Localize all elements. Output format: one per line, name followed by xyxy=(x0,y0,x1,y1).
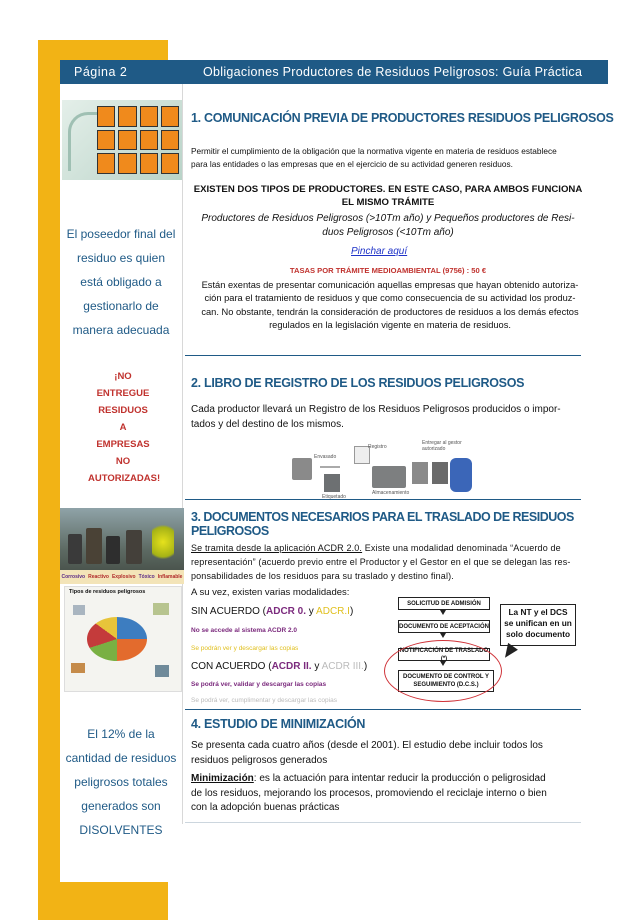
section1-producer-types: Productores de Residuos Peligrosos (>10Tm año) y Pequeños productores de Resi- duos Peligrosos (<10Tm año) xyxy=(201,213,575,238)
waste-registry-flow-diagram: Envasado Etiquetado Registro Almacenamiento Entregar al gestor autorizado xyxy=(290,440,490,502)
flow-arrow-2 xyxy=(440,633,446,638)
section4-title: 4. ESTUDIO DE MINIMIZACIÓN xyxy=(191,717,366,731)
sidebar-quote-poseedor: El poseedor final del residuo es quien está obligado a gestionarlo de manera adecuada xyxy=(66,227,176,337)
callout-nt-dcs: La NT y el DCS se unifican en un solo documento xyxy=(500,604,576,646)
pinchar-aqui-link[interactable]: Pinchar aquí xyxy=(351,246,408,257)
bottom-rule xyxy=(185,822,581,823)
page-number: Página 2 xyxy=(74,65,128,79)
section1-producers-heading: EXISTEN DOS TIPOS DE PRODUCTORES. EN ESTE CASO, PARA AMBOS FUNCIONA EL MISMO TRÁMITE xyxy=(193,184,583,208)
section-divider-2 xyxy=(185,499,581,500)
modalidades-label: A su vez, existen varias modalidades: xyxy=(191,587,350,598)
flow-box-aceptacion: DOCUMENTO DE ACEPTACIÓN xyxy=(398,620,490,633)
waste-types-infographic: Tipos de residuos peligrosos xyxy=(64,586,182,692)
highlight-ellipse xyxy=(384,640,502,702)
section-divider-1 xyxy=(185,355,581,356)
section-divider-3 xyxy=(185,709,581,710)
flow-arrow-1 xyxy=(440,610,446,615)
sin-acuerdo-note-1: No se accede al sistema ACDR 2.0 xyxy=(191,627,297,634)
minimizacion-term: Minimización xyxy=(191,773,254,784)
flow-box-notificacion: NOTIFICACIÓN DE TRASLADO (*) xyxy=(399,647,489,662)
hazard-symbols-image xyxy=(62,100,182,180)
acdr-link-text: Se tramita desde la aplicación ACDR 2.0. xyxy=(191,543,363,553)
page-header xyxy=(60,60,608,84)
section1-intro: Permitir el cumplimiento de la obligación que la normativa vigente en materia de residuos establece para las entidades o las empresas que en el ejercicio de su actividad generen residuos. xyxy=(191,146,557,169)
section2-text: Cada productor llevará un Registro de los Residuos Peligrosos producidos o impor- tados y del destino de los mismos. xyxy=(191,404,561,430)
sidebar-right-rule xyxy=(182,84,183,824)
section1-title: 1. COMUNICACIÓN PREVIA DE PRODUCTORES RESIDUOS PELIGROSOS xyxy=(191,111,614,125)
sidebar-quote-disolventes: El 12% de la cantidad de residuos peligrosos totales generados son DISOLVENTES xyxy=(65,727,177,837)
section3-title: 3. DOCUMENTOS NECESARIOS PARA EL TRASLADO DE RESIDUOS PELIGROSOS xyxy=(191,510,574,538)
sin-acuerdo-note-2: Se podrán ver y descargar las copias xyxy=(191,645,299,652)
section4-minimizacion: Minimización: es la actuación para intentar reducir la producción o peligrosidad de los residuos, mejorando los procesos, promoviendo el reciclaje interno o bien con la adopción buenas prácticas xyxy=(191,773,547,813)
flow-box-solicitud: SOLICITUD DE ADMISIÓN xyxy=(398,597,490,610)
section1-exemption: Están exentas de presentar comunicación aquellas empresas que hayan obtenido autoriza- ción para el tratamiento de residuos y que como consecuencia de su actividad los produz- can. No obstante, tendrán la consideración de productores de residuos a los demás efectos regulados en la legislación vigente en materia de residuos. xyxy=(201,280,579,330)
tasa-tramite: TASAS POR TRÁMITE MEDIOAMBIENTAL (9756) : 50 € xyxy=(289,266,487,275)
sin-acuerdo-line: SIN ACUERDO (ADCR 0. y ADCR.I) xyxy=(191,606,354,617)
section3-text: Se tramita desde la aplicación ACDR 2.0. Existe una modalidad denominada “Acuerdo de representación” (acuerdo previo entre el Productor y el Gestor en el que se delegan las res- ponsabilidades de los residuos para su traslado y destino final). xyxy=(191,543,571,581)
hazardous-barrels-image xyxy=(60,508,184,584)
document-title: Obligaciones Productores de Residuos Peligrosos: Guía Práctica xyxy=(203,65,583,79)
flow-box-dcs: DOCUMENTO DE CONTROL Y SEGUIMIENTO (D.C.S.) xyxy=(398,670,494,692)
con-acuerdo-note-1: Se podrá ver, validar y descargar las copias xyxy=(191,681,327,688)
con-acuerdo-line: CON ACUERDO (ACDR II. y ACDR III.) xyxy=(191,661,368,672)
con-acuerdo-note-2: Se podrá ver, cumplimentar y descargar las copias xyxy=(191,697,337,704)
hazard-labels-strip: Corrosivo Reactivo Explosivo Tóxico Inflamable xyxy=(60,570,184,584)
sidebar-warning: ¡NO ENTREGUE RESIDUOS A EMPRESAS NO AUTORIZADAS! xyxy=(88,371,161,484)
section2-title: 2. LIBRO DE REGISTRO DE LOS RESIDUOS PELIGROSOS xyxy=(191,376,525,390)
section4-text: Se presenta cada cuatro años (desde el 2001). El estudio debe incluir todos los residuos peligrosos generados xyxy=(191,740,543,766)
